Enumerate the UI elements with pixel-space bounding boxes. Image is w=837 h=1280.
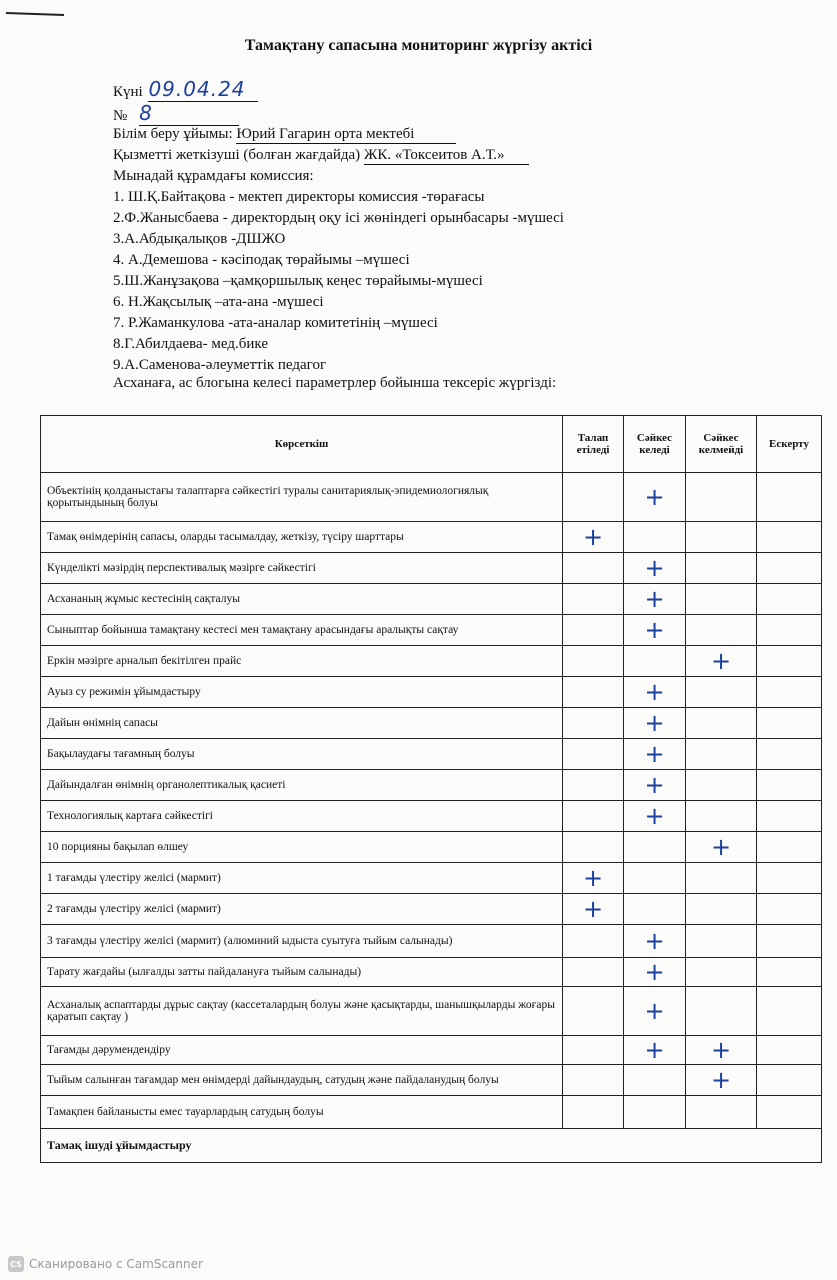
note-cell bbox=[757, 1065, 822, 1096]
noncompliant-cell bbox=[686, 553, 757, 584]
indicator-label: Күнделікті мәзірдің перспективалық мәзірге сәйкестігі bbox=[41, 553, 563, 584]
compliant-cell bbox=[624, 708, 686, 739]
table-row bbox=[41, 832, 822, 863]
table-row bbox=[41, 522, 822, 553]
commission-member: 4. А.Демешова - кәсіподақ төрайымы –мүшесі bbox=[113, 252, 410, 268]
required-cell bbox=[563, 739, 624, 770]
commission-member: 3.А.Абдықалықов -ДШЖО bbox=[113, 231, 286, 247]
check-intro: Асханаға, ас блогына келесі параметрлер бойынша тексеріс жүргізді: bbox=[113, 375, 557, 391]
required-cell bbox=[563, 1096, 624, 1129]
compliant-cell bbox=[624, 1096, 686, 1129]
date-value: 09.04.24 bbox=[148, 77, 246, 101]
noncompliant-cell bbox=[686, 987, 757, 1036]
indicator-label: Тағамды дәрумендендіру bbox=[41, 1036, 563, 1065]
noncompliant-cell bbox=[686, 739, 757, 770]
required-cell bbox=[563, 553, 624, 584]
note-cell bbox=[757, 646, 822, 677]
noncompliant-cell bbox=[686, 925, 757, 958]
handwritten-plus-mark: + bbox=[710, 1065, 732, 1094]
indicator-label: Тыйым салынған тағамдар мен өнімдерді дайындаудың, сатудың және пайдаланудың болуы bbox=[41, 1065, 563, 1096]
required-cell bbox=[563, 1036, 624, 1065]
table-row bbox=[41, 646, 822, 677]
commission-member: 5.Ш.Жанұзақова –қамқоршылық кеңес төрайымы-мүшесі bbox=[113, 273, 483, 289]
indicator-label: Асхананың жұмыс кестесінің сақталуы bbox=[41, 584, 563, 615]
compliant-cell bbox=[624, 863, 686, 894]
table-row bbox=[41, 708, 822, 739]
note-cell bbox=[757, 708, 822, 739]
commission-member: 2.Ф.Жанысбаева - директордың оқу ісі жөніндегі орынбасары -мүшесі bbox=[113, 210, 564, 226]
indicator-label: Бақылаудағы тағамның болуы bbox=[41, 739, 563, 770]
table-row bbox=[41, 958, 822, 987]
required-cell bbox=[563, 646, 624, 677]
table-row bbox=[41, 770, 822, 801]
handwritten-plus-mark: + bbox=[710, 1035, 732, 1064]
school-line bbox=[113, 125, 456, 144]
handwritten-plus-mark: + bbox=[644, 770, 665, 799]
note-cell bbox=[757, 677, 822, 708]
table-row bbox=[41, 584, 822, 615]
compliant-cell bbox=[624, 925, 686, 958]
commission-member: 6. Н.Жақсылық –ата-ана -мүшесі bbox=[113, 294, 324, 310]
handwritten-plus-mark: + bbox=[644, 708, 665, 737]
handwritten-plus-mark: + bbox=[644, 926, 665, 955]
column-header-note: Ескерту bbox=[757, 416, 822, 473]
date-line bbox=[113, 77, 258, 102]
note-cell bbox=[757, 925, 822, 958]
required-cell bbox=[563, 1065, 624, 1096]
indicator-label: Асханалық аспаптарды дұрыс сақтау (кассеталардың болуы және қасықтарды, шанышқыларды жоғары қаратып сақтау ) bbox=[41, 987, 563, 1036]
handwritten-plus-mark: + bbox=[644, 739, 665, 768]
handwritten-plus-mark: + bbox=[582, 522, 604, 551]
compliant-cell bbox=[624, 801, 686, 832]
table-row bbox=[41, 473, 822, 522]
noncompliant-cell bbox=[686, 677, 757, 708]
note-cell bbox=[757, 739, 822, 770]
date-label: Күні bbox=[113, 84, 143, 100]
table-row bbox=[41, 1096, 822, 1129]
number-label: № bbox=[113, 108, 128, 124]
note-cell bbox=[757, 801, 822, 832]
indicator-label: Сыныптар бойынша тамақтану кестесі мен тамақтану арасындағы аралықты сақтау bbox=[41, 615, 563, 646]
commission-member: 1. Ш.Қ.Байтақова - мектеп директоры комиссия -төрағасы bbox=[113, 189, 485, 205]
commission-intro: Мынадай құрамдағы комиссия: bbox=[113, 168, 314, 184]
supplier-value: ЖК. «Токсеитов А.Т.» bbox=[364, 146, 529, 165]
indicator-label: 10 порцияны бақылап өлшеу bbox=[41, 832, 563, 863]
note-cell bbox=[757, 553, 822, 584]
noncompliant-cell bbox=[686, 522, 757, 553]
supplier-line bbox=[113, 146, 529, 165]
compliant-cell bbox=[624, 832, 686, 863]
required-cell bbox=[563, 894, 624, 925]
noncompliant-cell bbox=[686, 832, 757, 863]
table-row bbox=[41, 615, 822, 646]
commission-member: 9.А.Саменова-әлеуметтік педагог bbox=[113, 357, 327, 373]
required-cell bbox=[563, 925, 624, 958]
column-header-indicator: Көрсеткіш bbox=[41, 416, 563, 473]
school-label: Білім беру ұйымы: bbox=[113, 126, 233, 142]
handwritten-plus-mark: + bbox=[644, 957, 665, 986]
handwritten-plus-mark: + bbox=[582, 863, 604, 892]
compliant-cell bbox=[624, 958, 686, 987]
table-row bbox=[41, 677, 822, 708]
required-cell bbox=[563, 770, 624, 801]
required-cell bbox=[563, 677, 624, 708]
table-row bbox=[41, 894, 822, 925]
noncompliant-cell bbox=[686, 1096, 757, 1129]
camscanner-watermark bbox=[8, 1256, 203, 1272]
handwritten-plus-mark: + bbox=[644, 584, 665, 613]
noncompliant-cell bbox=[686, 863, 757, 894]
compliant-cell bbox=[624, 584, 686, 615]
handwritten-plus-mark: + bbox=[644, 553, 665, 582]
note-cell bbox=[757, 1096, 822, 1129]
note-cell bbox=[757, 987, 822, 1036]
required-cell bbox=[563, 987, 624, 1036]
note-cell bbox=[757, 894, 822, 925]
compliant-cell bbox=[624, 1036, 686, 1065]
note-cell bbox=[757, 615, 822, 646]
scan-mark bbox=[6, 12, 64, 16]
required-cell bbox=[563, 615, 624, 646]
compliant-cell bbox=[624, 1065, 686, 1096]
required-cell bbox=[563, 473, 624, 522]
table-row bbox=[41, 1036, 822, 1065]
number-value: 8 bbox=[139, 101, 153, 125]
compliant-cell bbox=[624, 677, 686, 708]
column-header-noncompliant: Сәйкес келмейді bbox=[686, 416, 757, 473]
monitoring-table bbox=[40, 415, 822, 1163]
noncompliant-cell bbox=[686, 584, 757, 615]
handwritten-plus-mark: + bbox=[710, 832, 732, 861]
handwritten-plus-mark: + bbox=[644, 996, 665, 1025]
compliant-cell bbox=[624, 770, 686, 801]
table-body bbox=[41, 473, 822, 1163]
required-cell bbox=[563, 801, 624, 832]
table-row bbox=[41, 987, 822, 1036]
indicator-label: 2 тағамды үлестіру желісі (мармит) bbox=[41, 894, 563, 925]
section-title: Тамақ ішуді ұйымдастыру bbox=[41, 1129, 822, 1163]
handwritten-plus-mark: + bbox=[582, 894, 604, 923]
required-cell bbox=[563, 708, 624, 739]
table-row bbox=[41, 863, 822, 894]
noncompliant-cell bbox=[686, 770, 757, 801]
note-cell bbox=[757, 473, 822, 522]
handwritten-plus-mark: + bbox=[644, 801, 665, 830]
supplier-label: Қызметті жеткізуші (болған жағдайда) bbox=[113, 147, 361, 163]
required-cell bbox=[563, 958, 624, 987]
compliant-cell bbox=[624, 646, 686, 677]
noncompliant-cell bbox=[686, 473, 757, 522]
noncompliant-cell bbox=[686, 801, 757, 832]
note-cell bbox=[757, 522, 822, 553]
note-cell bbox=[757, 958, 822, 987]
number-line bbox=[113, 101, 239, 126]
note-cell bbox=[757, 832, 822, 863]
camscanner-logo: CS bbox=[8, 1256, 24, 1272]
camscanner-text: Сканировано с CamScanner bbox=[29, 1257, 203, 1271]
indicator-label: Дайын өнімнің сапасы bbox=[41, 708, 563, 739]
noncompliant-cell bbox=[686, 708, 757, 739]
handwritten-plus-mark: + bbox=[644, 615, 665, 644]
note-cell bbox=[757, 770, 822, 801]
table-row bbox=[41, 553, 822, 584]
indicator-label: 1 тағамды үлестіру желісі (мармит) bbox=[41, 863, 563, 894]
section-title-row bbox=[41, 1129, 822, 1163]
required-cell bbox=[563, 584, 624, 615]
compliant-cell bbox=[624, 615, 686, 646]
compliant-cell bbox=[624, 739, 686, 770]
document-title: Тамақтану сапасына мониторинг жүргізу актісі bbox=[244, 37, 593, 54]
note-cell bbox=[757, 1036, 822, 1065]
required-cell bbox=[563, 832, 624, 863]
noncompliant-cell bbox=[686, 1036, 757, 1065]
noncompliant-cell bbox=[686, 1065, 757, 1096]
required-cell bbox=[563, 863, 624, 894]
school-value: Юрий Гагарин орта мектебі bbox=[236, 125, 456, 144]
noncompliant-cell bbox=[686, 615, 757, 646]
table-row bbox=[41, 1065, 822, 1096]
handwritten-plus-mark: + bbox=[644, 482, 665, 511]
compliant-cell bbox=[624, 553, 686, 584]
commission-member: 8.Г.Абилдаева- мед.бике bbox=[113, 336, 268, 352]
table-header-row bbox=[41, 416, 822, 473]
required-cell bbox=[563, 522, 624, 553]
compliant-cell bbox=[624, 522, 686, 553]
table-row bbox=[41, 801, 822, 832]
table-row bbox=[41, 739, 822, 770]
indicator-label: 3 тағамды үлестіру желісі (мармит) (алюминий ыдыста суытуға тыйым салынады) bbox=[41, 925, 563, 958]
indicator-label: Ауыз су режимін ұйымдастыру bbox=[41, 677, 563, 708]
handwritten-plus-mark: + bbox=[710, 646, 732, 675]
note-cell bbox=[757, 863, 822, 894]
indicator-label: Тамақпен байланысты емес тауарлардың сатудың болуы bbox=[41, 1096, 563, 1129]
compliant-cell bbox=[624, 987, 686, 1036]
commission-member: 7. Р.Жаманкулова -ата-аналар комитетінің –мүшесі bbox=[113, 315, 438, 331]
indicator-label: Тарату жағдайы (ылғалды затты пайдалануға тыйым салынады) bbox=[41, 958, 563, 987]
indicator-label: Тамақ өнімдерінің сапасы, оларды тасымалдау, жеткізу, түсіру шарттары bbox=[41, 522, 563, 553]
indicator-label: Дайындалған өнімнің органолептикалық қасиеті bbox=[41, 770, 563, 801]
handwritten-plus-mark: + bbox=[644, 677, 665, 706]
note-cell bbox=[757, 584, 822, 615]
handwritten-plus-mark: + bbox=[644, 1035, 665, 1064]
column-header-required: Талап етіледі bbox=[563, 416, 624, 473]
noncompliant-cell bbox=[686, 646, 757, 677]
column-header-compliant: Сәйкес келеді bbox=[624, 416, 686, 473]
compliant-cell bbox=[624, 473, 686, 522]
table-row bbox=[41, 925, 822, 958]
indicator-label: Технологиялық картаға сәйкестігі bbox=[41, 801, 563, 832]
indicator-label: Еркін мәзірге арналып бекітілген прайс bbox=[41, 646, 563, 677]
noncompliant-cell bbox=[686, 894, 757, 925]
noncompliant-cell bbox=[686, 958, 757, 987]
compliant-cell bbox=[624, 894, 686, 925]
indicator-label: Объектінің қолданыстағы талаптарға сәйкестігі туралы санитариялық-эпидемиологиялық қорытындының болуы bbox=[41, 473, 563, 522]
